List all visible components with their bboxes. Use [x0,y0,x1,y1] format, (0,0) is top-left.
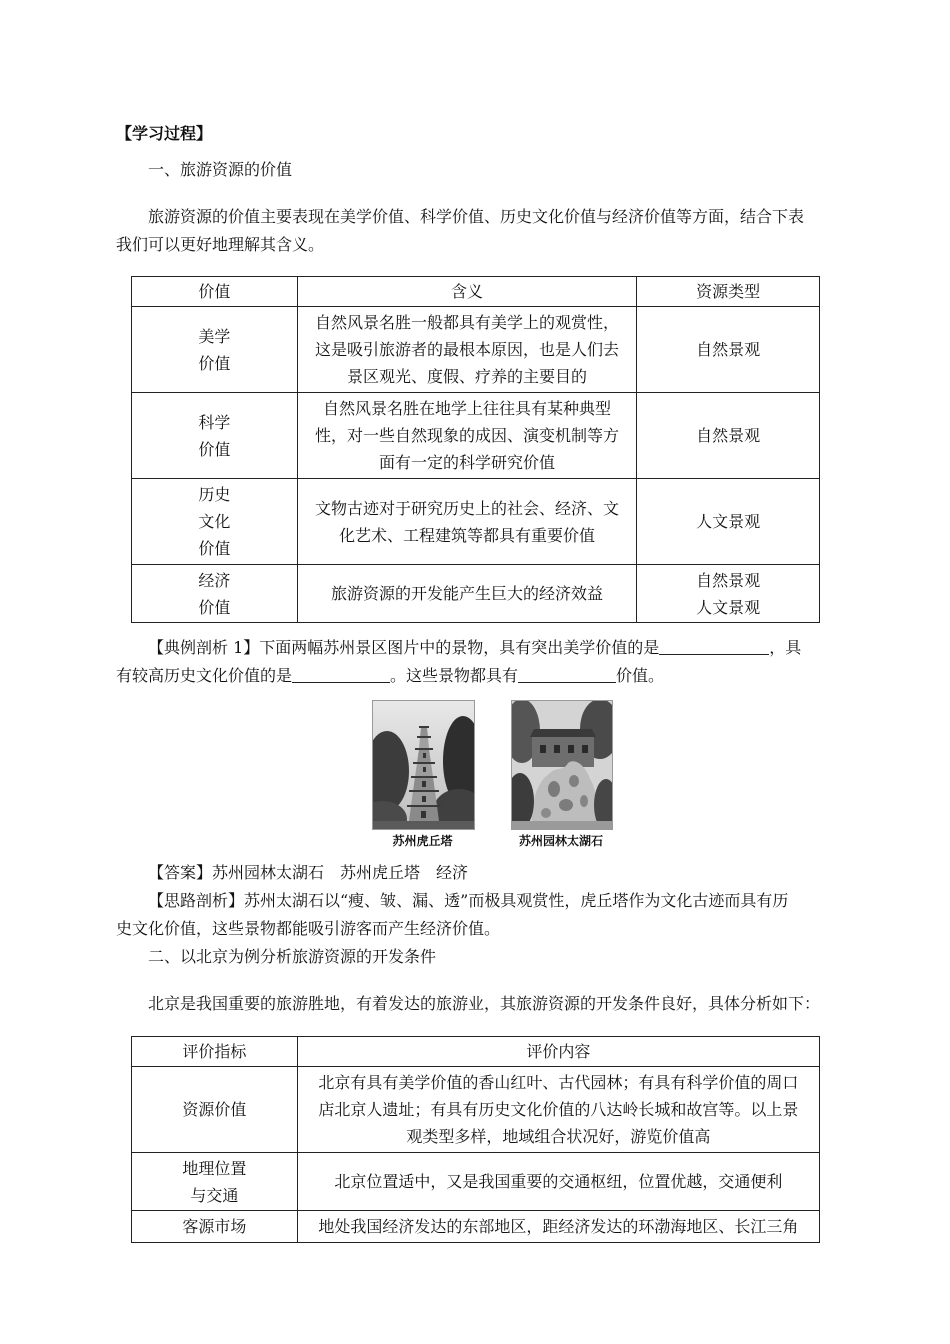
value-cell: 美学 价值 [132,307,298,393]
tiger-hill-pagoda-image [372,700,475,830]
example1-text-b: ，具 [769,638,802,657]
content-cell: 北京有具有美学价值的香山红叶、古代园林；有具有科学价值的周口 店北京人遗址；有具有历史文化价值的八达岭长城和故宫等。以上景 观类型多样，地域组合状况好，游览价值高 [297,1067,819,1153]
indicator-cell: 客源市场 [132,1211,298,1243]
meaning-cell: 自然风景名胜一般都具有美学上的观赏性， 这是吸引旅游者的最根本原因，也是人们去 景区观光、度假、疗养的主要目的 [297,307,636,393]
beijing-condition-table [131,1036,820,1243]
meaning-cell: 文物古迹对于研究历史上的社会、经济、文 化艺术、工程建筑等都具有重要价值 [297,479,636,565]
type-cell: 人文景观 [637,479,820,565]
section-header: 【学习过程】 [116,124,213,143]
answer-blank-3 [518,664,616,683]
table-row [132,393,820,479]
header-type: 资源类型 [637,277,820,307]
content-cell: 北京位置适中，又是我国重要的交通枢纽，位置优越，交通便利 [297,1153,819,1211]
analysis-line2: 史文化价值，这些景物都能吸引游客而产生经济价值。 [116,919,501,938]
indicator-cell: 资源价值 [132,1067,298,1153]
part2-heading: 二、以北京为例分析旅游资源的开发条件 [148,947,437,966]
example1-text-c: 有较高历史文化价值的是 [116,666,293,685]
value-cell: 经济 价值 [132,565,298,623]
table-row [132,565,820,623]
header-value: 价值 [132,277,298,307]
example1-text-a: 【典例剖析 1】下面两幅苏州景区图片中的景物，具有突出美学价值的是 [148,638,660,657]
value-table-header [132,277,820,307]
answer-blank-1 [659,636,769,655]
example1-line1 [148,634,801,662]
part1-heading: 一、旅游资源的价值 [148,160,293,179]
table-row [132,307,820,393]
header-meaning: 含义 [297,277,636,307]
type-cell: 自然景观 [637,307,820,393]
indicator-cell: 地理位置 与交通 [132,1153,298,1211]
meaning-cell: 自然风景名胜在地学上往往具有某种典型 性，对一些自然现象的成因、演变机制等方 面有一定的科学研究价值 [297,393,636,479]
photo2-caption: 苏州园林太湖石 [518,834,603,848]
beijing-table-header [132,1037,820,1067]
meaning-cell: 旅游资源的开发能产生巨大的经济效益 [297,565,636,623]
taihu-stone-image [511,700,613,830]
content-cell: 地处我国经济发达的东部地区，距经济发达的环渤海地区、长江三角 [297,1211,819,1243]
example1-text-e: 价值。 [616,666,665,685]
header-content: 评价内容 [297,1037,819,1067]
answer-blank-2 [292,664,390,683]
part2-intro: 北京是我国重要的旅游胜地，有着发达的旅游业，其旅游资源的开发条件良好，具体分析如下： [148,994,821,1013]
value-cell: 历史 文化 价值 [132,479,298,565]
header-indicator: 评价指标 [132,1037,298,1067]
type-cell: 自然景观 人文景观 [637,565,820,623]
part1-intro-line1: 旅游资源的价值主要表现在美学价值、科学价值、历史文化价值与经济价值等方面，结合下表 [148,207,805,226]
table-row [132,479,820,565]
value-table [131,276,820,623]
answer-line: 【答案】苏州园林太湖石 苏州虎丘塔 经济 [148,863,469,882]
table-row [132,1067,820,1153]
photo1-caption: 苏州虎丘塔 [392,834,453,848]
example1-line2 [116,662,664,690]
example1-text-d: 。这些景物都具有 [390,666,519,685]
analysis-line1: 【思路剖析】苏州太湖石以“瘦、皱、漏、透”而极具观赏性，虎丘塔作为文化古迹而具有历 [148,891,789,910]
part1-intro-line2: 我们可以更好地理解其含义。 [116,235,325,254]
value-cell: 科学 价值 [132,393,298,479]
table-row [132,1153,820,1211]
type-cell: 自然景观 [637,393,820,479]
table-row [132,1211,820,1243]
